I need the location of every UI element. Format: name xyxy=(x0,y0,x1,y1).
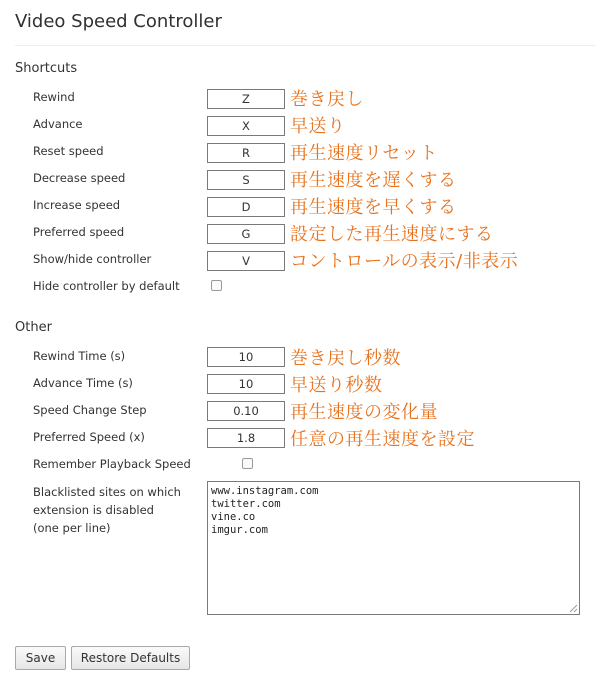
resize-grip-icon[interactable] xyxy=(568,603,578,613)
reset-speed-label: Reset speed xyxy=(33,144,104,158)
preferred-speed-label: Preferred speed xyxy=(33,225,125,239)
hide-controller-default-label: Hide controller by default xyxy=(33,279,180,293)
rewind-key-input[interactable] xyxy=(207,89,285,109)
advance-time-input[interactable] xyxy=(207,374,285,394)
speed-change-step-annotation: 再生速度の変化量 xyxy=(290,402,438,423)
rewind-time-annotation: 巻き戻し秒数 xyxy=(290,348,401,369)
rewind-annotation: 巻き戻し xyxy=(290,89,364,110)
title-divider xyxy=(15,45,595,46)
advance-label: Advance xyxy=(33,117,83,131)
decrease-speed-annotation: 再生速度を遅くする xyxy=(290,170,457,191)
restore-defaults-button[interactable]: Restore Defaults xyxy=(71,646,190,670)
show-hide-controller-annotation: コントロールの表示/非表示 xyxy=(290,251,519,272)
page-title: Video Speed Controller xyxy=(15,11,222,32)
reset-speed-key-input[interactable] xyxy=(207,143,285,163)
increase-speed-key-input[interactable] xyxy=(207,197,285,217)
advance-time-label: Advance Time (s) xyxy=(33,376,133,390)
show-hide-controller-label: Show/hide controller xyxy=(33,252,152,266)
advance-time-annotation: 早送り秒数 xyxy=(290,375,383,396)
decrease-speed-key-input[interactable] xyxy=(207,170,285,190)
rewind-label: Rewind xyxy=(33,90,75,104)
advance-annotation: 早送り xyxy=(290,116,346,137)
advance-key-input[interactable] xyxy=(207,116,285,136)
speed-change-step-label: Speed Change Step xyxy=(33,403,147,417)
save-button[interactable]: Save xyxy=(15,646,66,670)
other-heading: Other xyxy=(15,320,52,335)
speed-change-step-input[interactable] xyxy=(207,401,285,421)
blacklist-label-line-1: Blacklisted sites on which xyxy=(33,485,181,499)
hide-controller-default-checkbox[interactable] xyxy=(211,280,222,291)
increase-speed-annotation: 再生速度を早くする xyxy=(290,197,457,218)
shortcuts-heading: Shortcuts xyxy=(15,61,78,76)
preferred-speed-annotation: 設定した再生速度にする xyxy=(290,224,494,245)
preferred-speed-value-annotation: 任意の再生速度を設定 xyxy=(290,429,475,450)
rewind-time-label: Rewind Time (s) xyxy=(33,349,126,363)
show-hide-controller-key-input[interactable] xyxy=(207,251,285,271)
decrease-speed-label: Decrease speed xyxy=(33,171,126,185)
blacklist-label-line-3: (one per line) xyxy=(33,521,111,535)
remember-speed-label: Remember Playback Speed xyxy=(33,457,191,471)
preferred-speed-value-input[interactable] xyxy=(207,428,285,448)
remember-speed-checkbox[interactable] xyxy=(242,458,253,469)
rewind-time-input[interactable] xyxy=(207,347,285,367)
blacklist-label xyxy=(33,483,181,537)
preferred-speed-key-input[interactable] xyxy=(207,224,285,244)
preferred-speed-value-label: Preferred Speed (x) xyxy=(33,430,145,444)
blacklist-textarea[interactable] xyxy=(207,481,580,615)
reset-speed-annotation: 再生速度リセット xyxy=(290,143,438,164)
increase-speed-label: Increase speed xyxy=(33,198,121,212)
blacklist-label-line-2: extension is disabled xyxy=(33,503,154,517)
